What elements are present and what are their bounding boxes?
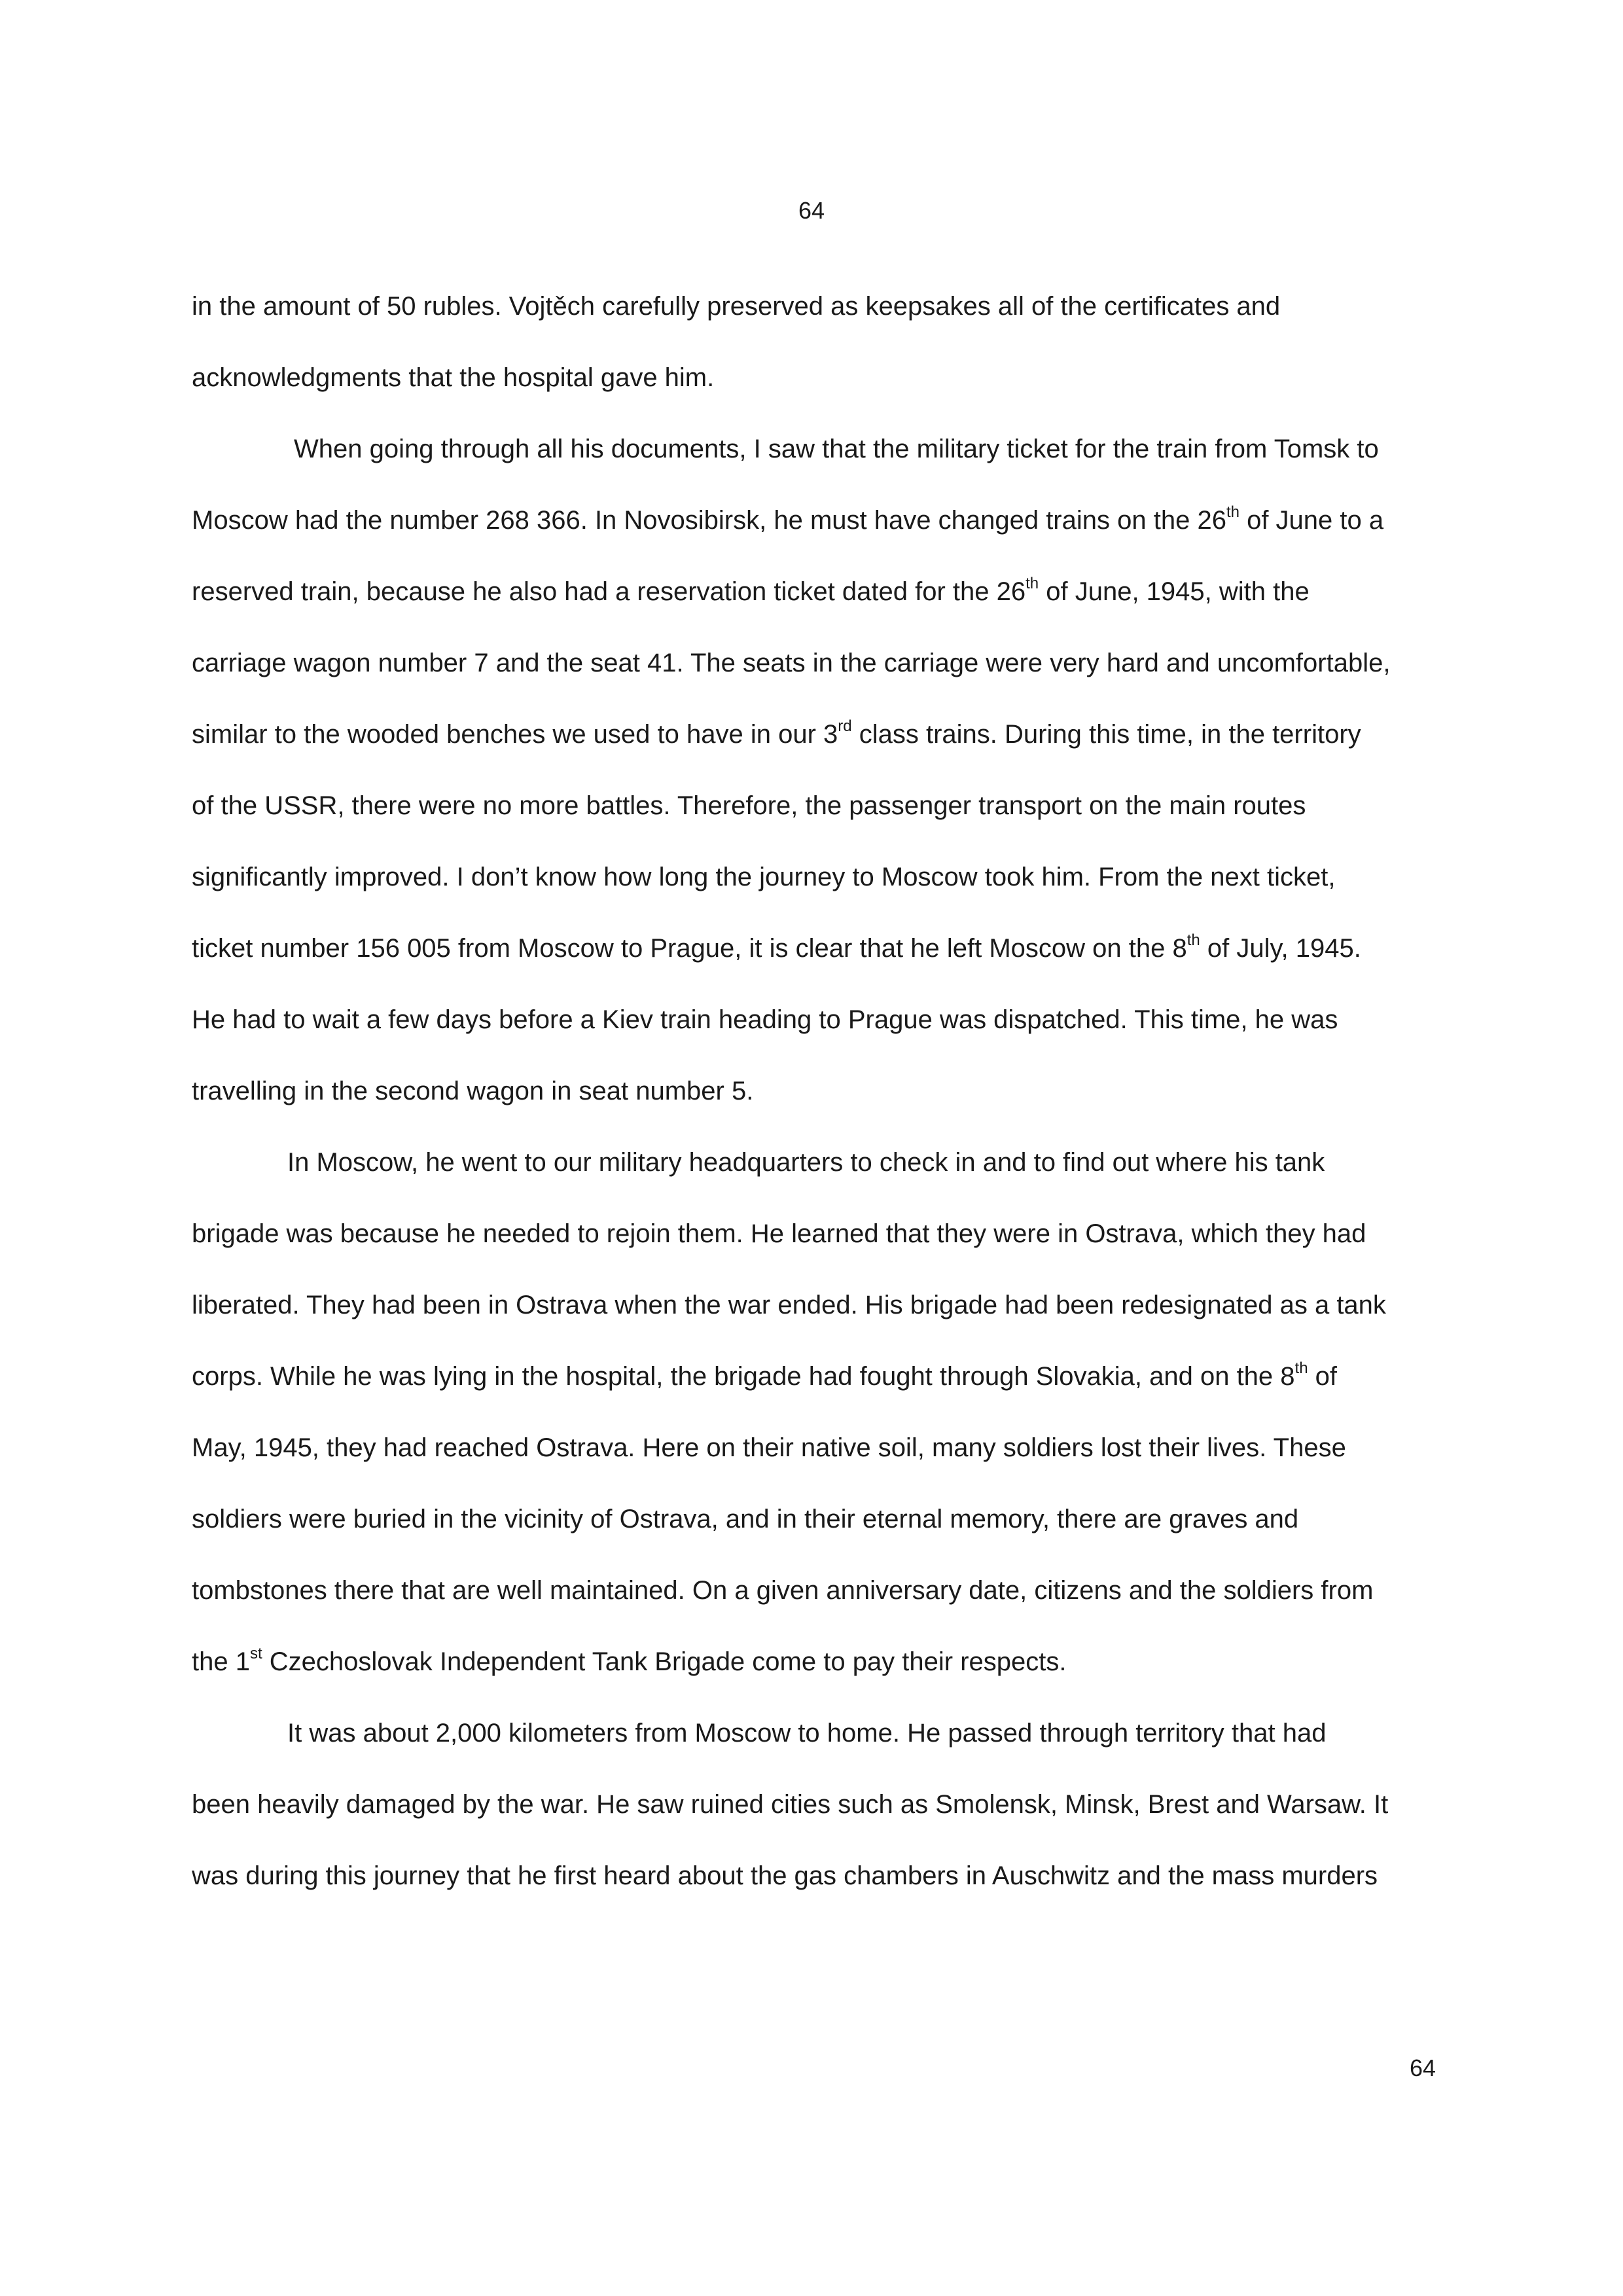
text-line: travelling in the second wagon in seat number 5. xyxy=(192,1077,754,1105)
text-span: of June to a xyxy=(1239,506,1384,535)
text-span: of July, 1945. xyxy=(1200,934,1361,963)
page-number-footer: 64 xyxy=(1409,2054,1436,2081)
text-line xyxy=(192,573,1435,645)
text-span: of xyxy=(1308,1362,1338,1391)
page-number-header: 64 xyxy=(798,197,825,224)
text-line: of the USSR, there were no more battles. Therefore, the passenger transport on the main routes xyxy=(192,791,1306,820)
text-line xyxy=(192,1643,1435,1715)
document-body xyxy=(192,288,1435,1929)
superscript: th xyxy=(1226,503,1240,521)
text-line: significantly improved. I don’t know how long the journey to Moscow took him. From the next ticket, xyxy=(192,863,1336,891)
text-line: been heavily damaged by the war. He saw ruined cities such as Smolensk, Minsk, Brest and Warsaw. It xyxy=(192,1790,1389,1819)
text-line: was during this journey that he first heard about the gas chambers in Auschwitz and the mass murders xyxy=(192,1861,1378,1890)
text-span: similar to the wooded benches we used to have in our 3 xyxy=(192,720,838,749)
superscript: th xyxy=(1026,575,1039,592)
superscript: st xyxy=(249,1645,262,1662)
superscript: th xyxy=(1294,1359,1308,1377)
text-line: He had to wait a few days before a Kiev train heading to Prague was dispatched. This time, he was xyxy=(192,1005,1338,1034)
text-span: class trains. During this time, in the territory xyxy=(851,720,1361,749)
superscript: th xyxy=(1186,931,1200,949)
text-line: soldiers were buried in the vicinity of Ostrava, and in their eternal memory, there are graves and xyxy=(192,1505,1299,1534)
text-line xyxy=(192,1358,1435,1429)
text-line: in the amount of 50 rubles. Vojtěch carefully preserved as keepsakes all of the certificates and xyxy=(192,292,1281,321)
text-line xyxy=(192,930,1435,1001)
text-line: When going through all his documents, I saw that the military ticket for the train from Tomsk to xyxy=(294,435,1379,463)
text-line: carriage wagon number 7 and the seat 41. The seats in the carriage were very hard and uncomfortable, xyxy=(192,649,1391,677)
text-line xyxy=(192,502,1435,573)
text-line: liberated. They had been in Ostrava when the war ended. His brigade had been redesignated as a tank xyxy=(192,1291,1386,1319)
text-line xyxy=(192,716,1435,787)
text-span: reserved train, because he also had a reservation ticket dated for the 26 xyxy=(192,577,1026,606)
superscript: rd xyxy=(838,717,852,735)
text-span: Moscow had the number 268 366. In Novosibirsk, he must have changed trains on the 26 xyxy=(192,506,1226,535)
text-line: In Moscow, he went to our military headquarters to check in and to find out where his tank xyxy=(287,1148,1325,1177)
text-span: corps. While he was lying in the hospital, the brigade had fought through Slovakia, and on the 8 xyxy=(192,1362,1295,1391)
text-line: brigade was because he needed to rejoin them. He learned that they were in Ostrava, which they had xyxy=(192,1219,1366,1248)
text-span: the 1 xyxy=(192,1647,250,1676)
text-span: ticket number 156 005 from Moscow to Prague, it is clear that he left Moscow on the 8 xyxy=(192,934,1187,963)
text-line: acknowledgments that the hospital gave him. xyxy=(192,363,715,392)
text-line: May, 1945, they had reached Ostrava. Here on their native soil, many soldiers lost their lives. These xyxy=(192,1433,1346,1462)
text-span: of June, 1945, with the xyxy=(1039,577,1310,606)
text-line: tombstones there that are well maintained. On a given anniversary date, citizens and the soldiers from xyxy=(192,1576,1374,1605)
text-span: Czechoslovak Independent Tank Brigade come to pay their respects. xyxy=(262,1647,1067,1676)
text-line: It was about 2,000 kilometers from Moscow to home. He passed through territory that had xyxy=(287,1719,1327,1748)
